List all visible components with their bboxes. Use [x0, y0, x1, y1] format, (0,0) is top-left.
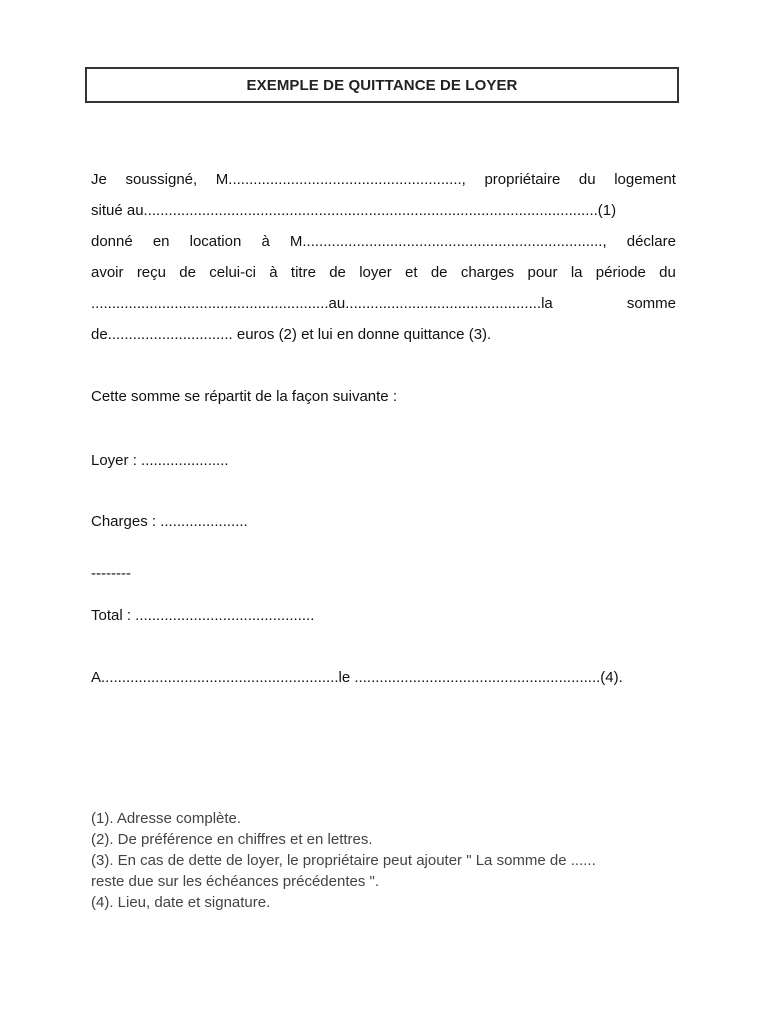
paragraph-line-3: [91, 233, 676, 251]
word: pour: [527, 264, 558, 281]
document-title-box: [85, 67, 679, 103]
total-line: Total : ...........................................: [91, 607, 315, 624]
word: .........................................................au...............................................la: [91, 295, 553, 312]
word: à: [261, 233, 270, 250]
loyer-line: Loyer : .....................: [91, 452, 229, 469]
word: M........................................................,: [215, 171, 466, 188]
word: en: [152, 233, 170, 250]
footnote-3-continued: reste due sur les échéances précédentes ".: [91, 873, 379, 890]
paragraph-line-6: de.............................. euros (2) et lui en donne quittance (3).: [91, 326, 492, 343]
paragraph-line-5: [91, 295, 676, 313]
word: du: [659, 264, 676, 281]
word: du: [578, 171, 596, 188]
charges-line: Charges : .....................: [91, 513, 248, 530]
word: celui-ci: [209, 264, 256, 281]
word: donné: [91, 233, 133, 250]
word: loyer: [359, 264, 392, 281]
word: logement: [614, 171, 676, 188]
word: à: [269, 264, 278, 281]
word: et: [405, 264, 418, 281]
word: avoir: [91, 264, 124, 281]
word: de: [179, 264, 196, 281]
footnote-3: (3). En cas de dette de loyer, le propriétaire peut ajouter " La somme de ......: [91, 852, 596, 869]
separator-line: --------: [91, 565, 131, 582]
word: location: [189, 233, 242, 250]
document-title: EXEMPLE DE QUITTANCE DE LOYER: [246, 76, 518, 94]
word: période: [595, 264, 646, 281]
word: la: [570, 264, 583, 281]
word: M........................................................................,: [289, 233, 607, 250]
word: titre: [290, 264, 316, 281]
word: reçu: [136, 264, 166, 281]
word: propriétaire: [484, 171, 561, 188]
footnote-4: (4). Lieu, date et signature.: [91, 894, 271, 911]
paragraph-line-4: [91, 264, 676, 282]
word: somme: [626, 295, 676, 312]
word: Je: [91, 171, 107, 188]
breakdown-intro: Cette somme se répartit de la façon suivante :: [91, 388, 397, 405]
word: de: [329, 264, 346, 281]
paragraph-line-1: [91, 171, 676, 189]
footnote-1: (1). Adresse complète.: [91, 810, 242, 827]
place-date-line: A.........................................................le ...........................................................(4).: [91, 669, 623, 686]
footnote-2: (2). De préférence en chiffres et en lettres.: [91, 831, 373, 848]
word: déclare: [626, 233, 676, 250]
word: soussigné,: [125, 171, 198, 188]
word: charges: [460, 264, 515, 281]
paragraph-line-2: situé au.............................................................................................................(1): [91, 202, 617, 219]
word: de: [430, 264, 448, 281]
